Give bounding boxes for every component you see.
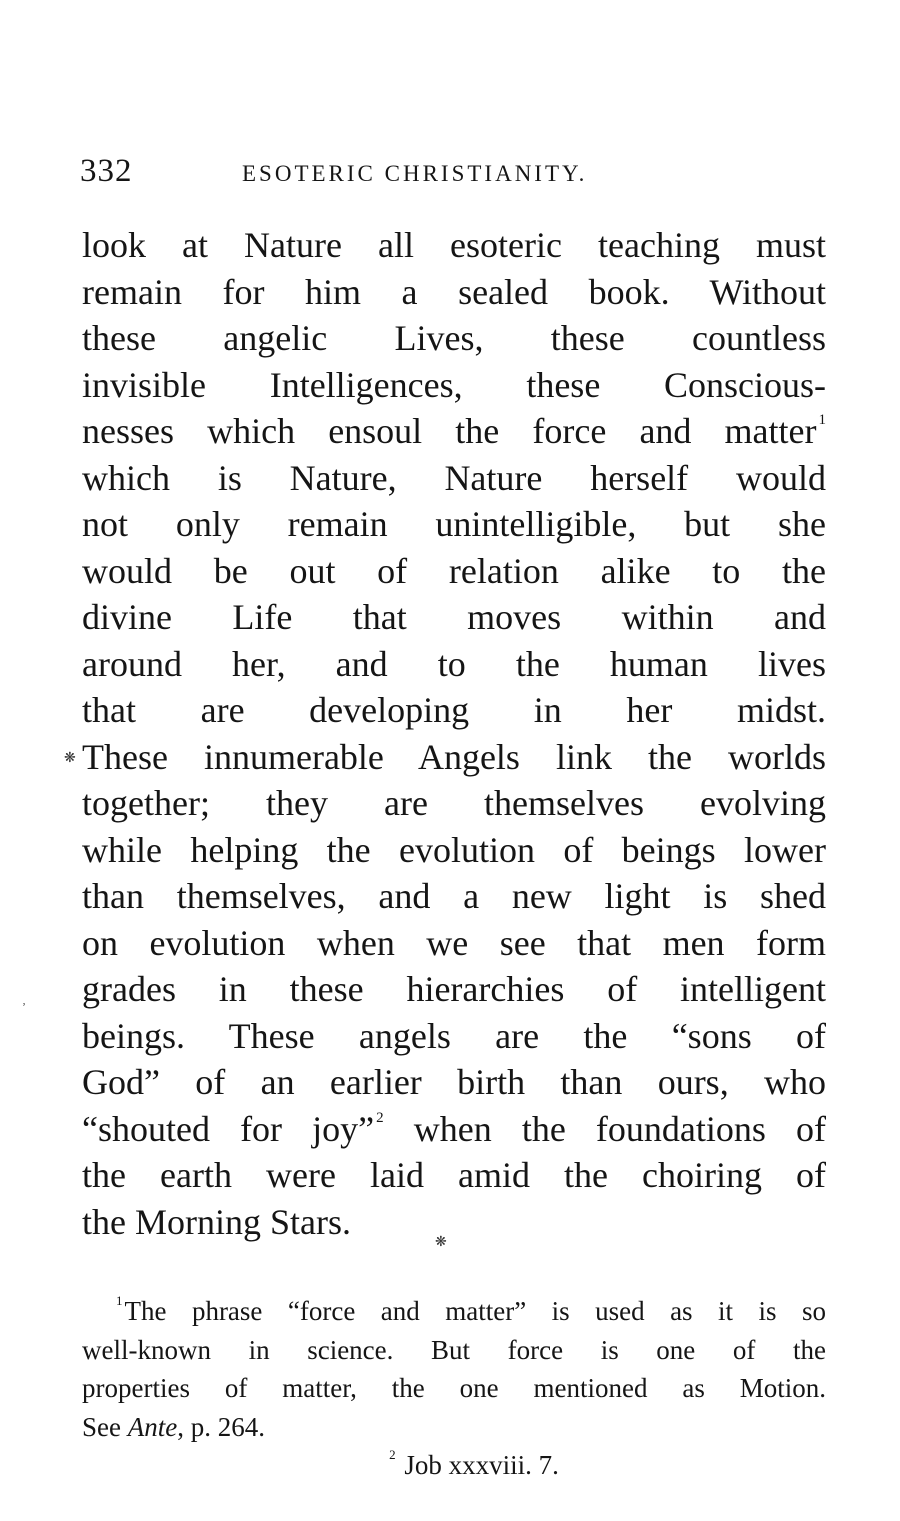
page-header [80,153,840,193]
margin-tick-icon: ʼ [22,1000,26,1014]
text-line: remain for him a sealed book. Without [82,271,826,312]
text-line: would be out of relation alike to the [82,550,826,591]
text-line: beings. These angels are the “sons of [82,1015,826,1056]
footnote-ref-1: 1 [818,412,826,428]
footnote-1-line: properties of matter, the one mentioned as Motion. [82,1373,826,1403]
text-line: nesses which ensoul the force and matter [82,411,817,451]
text-line: while helping the evolution of beings lower [82,829,826,870]
text-line: together; they are themselves evolving [82,783,826,823]
text-line: the earth were laid amid the choiring of [82,1155,826,1195]
footnote-2-marker: 2 [389,1447,396,1462]
footnote-1-line [82,1292,826,1331]
text-line: invisible Intelligences, these Conscious- [82,364,826,405]
text-line: the Morning Stars. [82,1201,351,1242]
text-line: look at Nature all esoteric teaching must [82,225,826,265]
text-line: than themselves, and a new light is shed [82,876,826,916]
footnote-ref-2: 2 [376,1109,384,1126]
page-number: 332 [80,153,133,189]
text-line: around her, and to the human lives [82,643,826,684]
footnote-1-line: well-known in science. But force is one of the [82,1334,826,1365]
text-line: God” of an earlier birth than ours, who [82,1062,826,1102]
text-line: which is Nature, Nature herself would [82,457,826,498]
text-line-with-note [82,1106,826,1153]
text-line: divine Life that moves within and [82,597,826,637]
text-line: that are developing in her midst. [82,690,826,730]
text-line: these angelic Lives, these countless [82,318,826,358]
footnote-2 [82,1446,826,1485]
footnotes [82,1292,826,1485]
body-text [82,222,826,1245]
text-line: on evolution when we see that men form [82,922,826,963]
margin-mark-icon: ❋ [64,751,76,766]
text-line: “shouted for joy” [82,1108,375,1149]
text-line: not only remain unintelligible, but she [82,504,826,544]
ink-mark-icon: ❋ [435,1235,447,1250]
footnote-ante: Ante [127,1411,178,1442]
text-line: These innumerable Angels link the worlds [82,736,826,777]
footnote-1-marker: 1 [116,1293,123,1308]
footnote-text: The phrase “force and matter” is used as it is so [124,1296,826,1326]
footnote-1-line [82,1408,826,1447]
text-line: when the foundations of [413,1108,826,1149]
text-line-with-note [82,408,826,455]
footnote-page: , p. 264. [177,1411,265,1442]
text-line: grades in these hierarchies of intelligent [82,969,826,1009]
footnote-see: See [82,1411,128,1442]
running-title: ESOTERIC CHRISTIANITY. [242,161,588,186]
footnote-2-text: Job xxxviii. 7. [404,1450,559,1480]
